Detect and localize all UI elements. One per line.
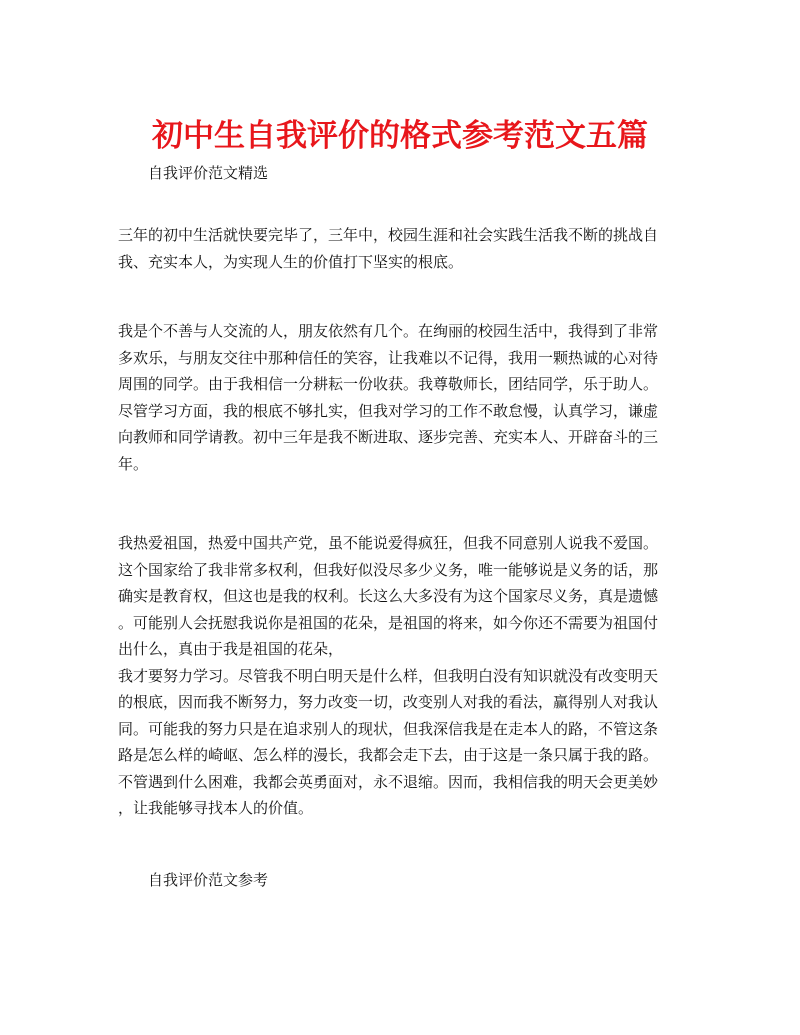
paragraph-line: 路是怎么样的崎岖、怎么样的漫长，我都会走下去，由于这是一条只属于我的路。 [118, 746, 659, 764]
paragraph-line: 我是个不善与人交流的人，朋友依然有几个。在绚丽的校园生活中，我得到了非常 [118, 322, 659, 340]
paragraph-line: 不管遇到什么困难，我都会英勇面对，永不退缩。因而，我相信我的明天会更美妙 [118, 772, 659, 791]
paragraph-line: 我才要努力学习。尽管我不明白明天是什么样，但我明白没有知识就没有改变明天 [118, 666, 659, 685]
paragraph-line: 。可能别人会抚慰我说你是祖国的花朵，是祖国的将来，如今你还不需要为祖国付 [118, 613, 659, 632]
paragraph-2 [118, 318, 688, 477]
paragraph-line: 确实是教育权，但这也是我的权利。长这么大多没有为这个国家尽义务，真是遗憾 [118, 587, 659, 605]
section-heading-selected: 自我评价范文精选 [148, 164, 269, 182]
paragraph-line: 三年的初中生活就快要完毕了，三年中，校园生涯和社会实践生活我不断的挑战自 [118, 226, 659, 244]
paragraph-line: 这个国家给了我非常多权利，但我好似没尽多少义务，唯一能够说是义务的话，那 [118, 560, 659, 579]
section-heading-reference: 自我评价范文参考 [148, 871, 269, 889]
paragraph-line: 的根底，因而我不断努力，努力改变一切，改变别人对我的看法，赢得别人对我认 [118, 693, 659, 711]
paragraph-3 [118, 530, 688, 822]
paragraph-line: ，让我能够寻找本人的价值。 [118, 799, 314, 817]
paragraph-line: 向教师和同学请教。初中三年是我不断进取、逐步完善、充实本人、开辟奋斗的三 [118, 428, 659, 446]
paragraph-line: 尽管学习方面，我的根底不够扎实，但我对学习的工作不敢怠慢，认真学习，谦虚 [118, 401, 659, 420]
page-title: 初中生自我评价的格式参考范文五篇 [152, 118, 648, 154]
paragraph-line: 出什么，真由于我是祖国的花朵， [118, 640, 344, 658]
paragraph-line: 周围的同学。由于我相信一分耕耘一份收获。我尊敬师长，团结同学，乐于助人。 [118, 375, 659, 393]
paragraph-line: 多欢乐，与朋友交往中那种信任的笑容，让我难以不记得，我用一颗热诚的心对待 [118, 348, 659, 367]
paragraph-line: 同。可能我的努力只是在追求别人的现状，但我深信我是在走本人的路，不管这条 [118, 719, 659, 738]
paragraph-line: 我热爱祖国，热爱中国共产党，虽不能说爱得疯狂，但我不同意别人说我不爱国。 [118, 534, 659, 552]
paragraph-line: 年。 [118, 454, 149, 473]
paragraph-1 [118, 222, 688, 275]
paragraph-line: 我、充实本人，为实现人生的价值打下坚实的根底。 [118, 252, 464, 271]
